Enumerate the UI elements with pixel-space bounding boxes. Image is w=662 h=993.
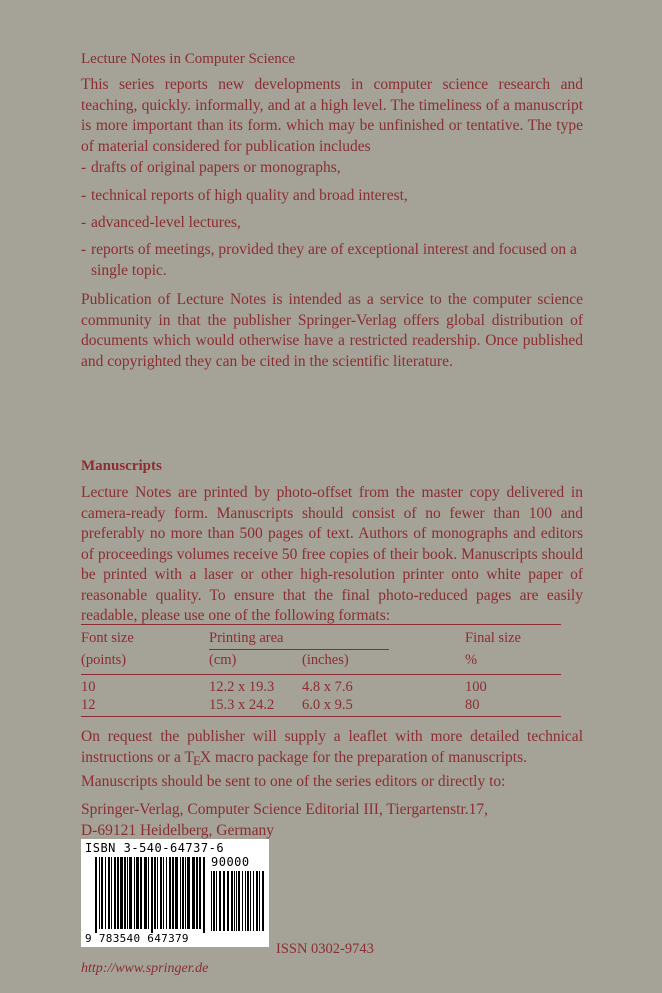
barcode-bar xyxy=(160,857,162,929)
barcode-bar xyxy=(187,857,190,929)
manuscripts-paragraph: Lecture Notes are printed by photo-offset from the master copy delivered in camera-ready form. Manuscripts should consist of no fewer than 100 and preferably no more than 500 pages of text. Authors of monographs and editors of proceedings volumes receive 50 free copies of their book. Manuscripts should be printed with a laser or other high-resolution printer onto white paper of reasonable quality. To ensure that the final photo-reduced pages are easily readable, please use one of the following formats: xyxy=(81,484,583,624)
publisher-address xyxy=(81,800,488,841)
request-text-before: On request the publisher will supply a leaflet with more detailed technical instructions or a xyxy=(81,728,583,766)
address-line: D-69121 Heidelberg, Germany xyxy=(81,821,274,839)
list-item xyxy=(81,186,586,207)
barcode-bar xyxy=(163,857,164,929)
table-cell: 80 xyxy=(465,697,480,713)
header-final-size: Final size xyxy=(465,630,521,646)
barcode-bar xyxy=(151,857,153,933)
barcode-addon-number: 90000 xyxy=(211,855,250,869)
barcode-bar xyxy=(169,857,171,929)
barcode-addon-bar xyxy=(253,871,254,931)
request-text-after: macro package for the preparation of manuscripts. xyxy=(211,748,527,766)
barcode-addon-bar xyxy=(227,871,229,931)
barcode-bar xyxy=(105,857,106,929)
publisher-url: http://www.springer.de xyxy=(81,961,209,976)
issn-number: ISSN 0302-9743 xyxy=(276,941,374,957)
list-item-text: technical reports of high quality and broad interest, xyxy=(91,187,408,204)
list-item xyxy=(81,213,586,234)
table-cell: 100 xyxy=(465,679,487,695)
barcode-bar xyxy=(117,857,119,929)
barcode-bar xyxy=(108,857,110,929)
list-item xyxy=(81,240,586,281)
barcode-bar xyxy=(199,857,201,929)
barcode-bar xyxy=(114,857,116,929)
barcode-addon-bar xyxy=(231,871,233,931)
barcode-addon-bar xyxy=(247,871,249,931)
barcode-addon-bar xyxy=(219,871,221,931)
barcode-addon-bar xyxy=(236,871,237,931)
barcode-bar xyxy=(134,857,135,929)
intro-paragraph xyxy=(81,75,583,157)
table-cell: 15.3 x 24.2 xyxy=(209,697,275,713)
header-final-size-unit: % xyxy=(465,652,478,668)
isbn-barcode xyxy=(81,839,269,947)
intro-text: This series reports new developments in computer science research and teaching, quickly. informally, and at a high level. The timeliness of a manuscript is more important than its form. which may be unfinished or tentative. The type of material considered for publication includes xyxy=(81,76,583,155)
barcode-bar xyxy=(101,857,103,929)
bullet-dash: - xyxy=(81,241,87,258)
list-item-text: drafts of original papers or monographs, xyxy=(91,159,341,176)
barcode-bar xyxy=(111,857,112,929)
isbn-number: ISBN 3-540-64737-6 xyxy=(85,841,225,855)
barcode-addon-bar xyxy=(216,871,217,931)
table-cell: 10 xyxy=(81,679,96,695)
barcode-bar xyxy=(203,857,205,933)
barcode-bar xyxy=(185,857,186,929)
send-paragraph: Manuscripts should be sent to one of the series editors or directly to: xyxy=(81,773,506,790)
table-bottom-rule xyxy=(81,716,561,717)
request-paragraph xyxy=(81,727,583,768)
barcode-bar xyxy=(154,857,156,929)
barcode-bar xyxy=(120,857,123,929)
ean-number: 9 783540 647379 xyxy=(85,932,189,945)
barcode-bar xyxy=(127,857,128,929)
bullet-dash: - xyxy=(81,159,87,176)
barcode-addon-bar xyxy=(256,871,258,931)
barcode-bar xyxy=(144,857,147,929)
barcode-addon-bar xyxy=(213,871,215,931)
barcode-bar xyxy=(140,857,142,929)
table-cell: 12.2 x 19.3 xyxy=(209,679,275,695)
publication-paragraph: Publication of Lecture Notes is intended as a service to the computer science community in that the publisher Springer-Verlag offers global distribution of documents which would otherwise have a restricted readership. Once published and copyrighted they can be cited in the scientific literature. xyxy=(81,291,583,370)
barcode-addon-bar xyxy=(262,871,264,931)
barcode-bar xyxy=(196,857,198,929)
list-item xyxy=(81,158,586,179)
header-font-size: Font size xyxy=(81,630,134,646)
barcode-bar xyxy=(99,857,100,929)
tex-logo-e: E xyxy=(192,752,201,768)
barcode-addon-bar xyxy=(238,871,240,931)
list-item-text: advanced-level lectures, xyxy=(91,214,241,231)
barcode-addon-bar xyxy=(242,871,243,931)
address-line: Springer-Verlag, Computer Science Editorial III, Tiergartenstr.17, xyxy=(81,801,489,818)
table-cell: 4.8 x 7.6 xyxy=(302,679,353,695)
barcode-addon-bar xyxy=(250,871,251,931)
barcode-bar xyxy=(129,857,132,929)
list-item-text: reports of meetings, provided they are of exceptional interest and focused on a single topic. xyxy=(91,241,577,279)
table-header-rule xyxy=(81,674,561,675)
manuscripts-heading: Manuscripts xyxy=(81,458,162,474)
barcode-bar xyxy=(157,857,158,929)
barcode-addon-bar xyxy=(223,871,225,931)
bullet-dash: - xyxy=(81,214,87,231)
tex-logo-x: X xyxy=(199,748,212,766)
barcode-bar xyxy=(166,857,167,929)
barcode-addon-bar xyxy=(245,871,246,931)
barcode-addon-bar xyxy=(211,871,212,931)
table-cell: 6.0 x 9.5 xyxy=(302,697,353,713)
table-top-rule xyxy=(81,624,561,625)
barcode-bar xyxy=(175,857,178,929)
barcode-addon-bar xyxy=(234,871,235,931)
barcode-bar xyxy=(124,857,126,929)
barcode-bar xyxy=(192,857,195,929)
header-printing-area: Printing area xyxy=(209,630,284,646)
series-title: Lecture Notes in Computer Science xyxy=(81,51,296,67)
header-inches: (inches) xyxy=(302,652,349,668)
barcode-addon-bar xyxy=(259,871,260,931)
barcode-bar xyxy=(172,857,174,929)
bullet-dash: - xyxy=(81,187,87,204)
barcode-bar xyxy=(182,857,184,929)
printing-area-rule xyxy=(209,649,389,650)
barcode-bar xyxy=(95,857,97,933)
tex-logo xyxy=(184,749,211,766)
barcode-bar xyxy=(148,857,149,929)
barcode-bar xyxy=(180,857,181,929)
tex-logo-t: T xyxy=(184,748,194,766)
barcode-bar xyxy=(136,857,139,929)
header-cm: (cm) xyxy=(209,652,237,668)
header-font-size-unit: (points) xyxy=(81,652,127,668)
table-cell: 12 xyxy=(81,697,96,713)
